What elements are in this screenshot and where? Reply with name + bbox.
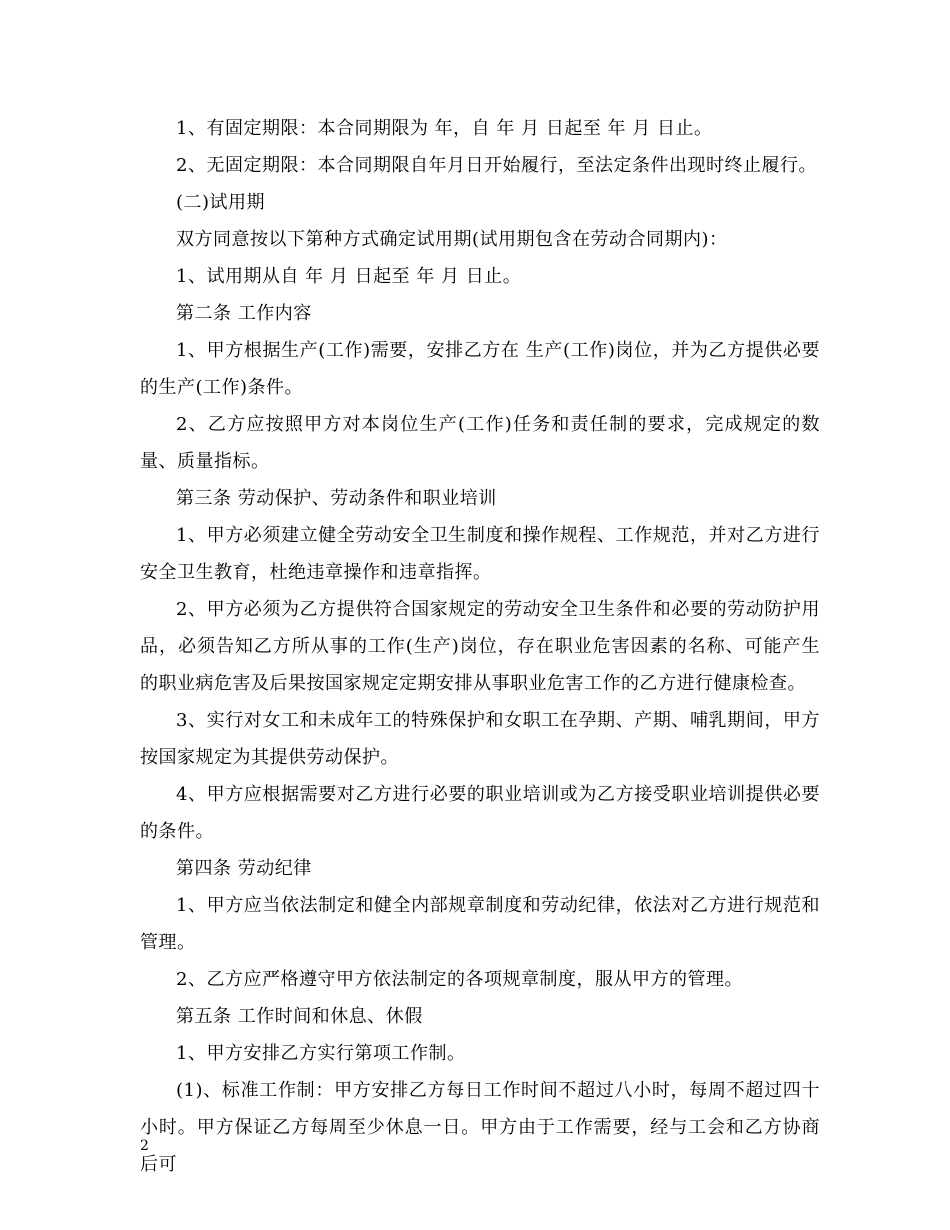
document-body (140, 110, 820, 1183)
page-number: 2 (140, 1138, 149, 1154)
paragraph: 1、甲方根据生产(工作)需要，安排乙方在 生产(工作)岗位，并为乙方提供必要的生产(工作)条件。 (140, 340, 820, 398)
paragraph: 3、实行对女工和未成年工的特殊保护和女职工在孕期、产期、哺乳期间，甲方按国家规定为其提供劳动保护。 (140, 710, 820, 768)
paragraph: 双方同意按以下第种方式确定试用期(试用期包含在劳动合同期内)： (176, 229, 728, 250)
paragraph: 4、甲方应根据需要对乙方进行必要的职业培训或为乙方接受职业培训提供必要的条件。 (140, 784, 820, 842)
paragraph: 2、无固定期限：本合同期限自年月日开始履行，至法定条件出现时终止履行。 (176, 155, 817, 176)
article-heading: 第三条 劳动保护、劳动条件和职业培训 (176, 488, 497, 509)
paragraph: 1、甲方安排乙方实行第项工作制。 (176, 1043, 466, 1064)
paragraph: 2、乙方应按照甲方对本岗位生产(工作)任务和责任制的要求，完成规定的数量、质量指标。 (140, 414, 820, 472)
paragraph: 2、甲方必须为乙方提供符合国家规定的劳动安全卫生条件和必要的劳动防护用品，必须告知乙方所从事的工作(生产)岗位，存在职业危害因素的名称、可能产生的职业病危害及后果按国家规定定期安排从事职业危害工作的乙方进行健康检查。 (140, 599, 820, 694)
section-heading: (二)试用期 (176, 192, 266, 213)
article-heading: 第五条 工作时间和休息、休假 (176, 1006, 423, 1027)
article-heading: 第四条 劳动纪律 (176, 858, 312, 879)
paragraph: 1、试用期从自 年 月 日起至 年 月 日止。 (176, 266, 522, 287)
paragraph: 1、甲方应当依法制定和健全内部规章制度和劳动纪律，依法对乙方进行规范和管理。 (140, 895, 820, 953)
paragraph: 1、有固定期限：本合同期限为 年，自 年 月 日起至 年 月 日止。 (176, 118, 713, 139)
article-heading: 第二条 工作内容 (176, 303, 312, 324)
paragraph: 2、乙方应严格遵守甲方依法制定的各项规章制度，服从甲方的管理。 (176, 969, 743, 990)
paragraph: 1、甲方必须建立健全劳动安全卫生制度和操作规程、工作规范，并对乙方进行安全卫生教育，杜绝违章操作和违章指挥。 (140, 525, 820, 583)
paragraph: (1)、标准工作制：甲方安排乙方每日工作时间不超过八小时，每周不超过四十小时。甲方保证乙方每周至少休息一日。甲方由于工作需要，经与工会和乙方协商后可 (140, 1080, 820, 1175)
